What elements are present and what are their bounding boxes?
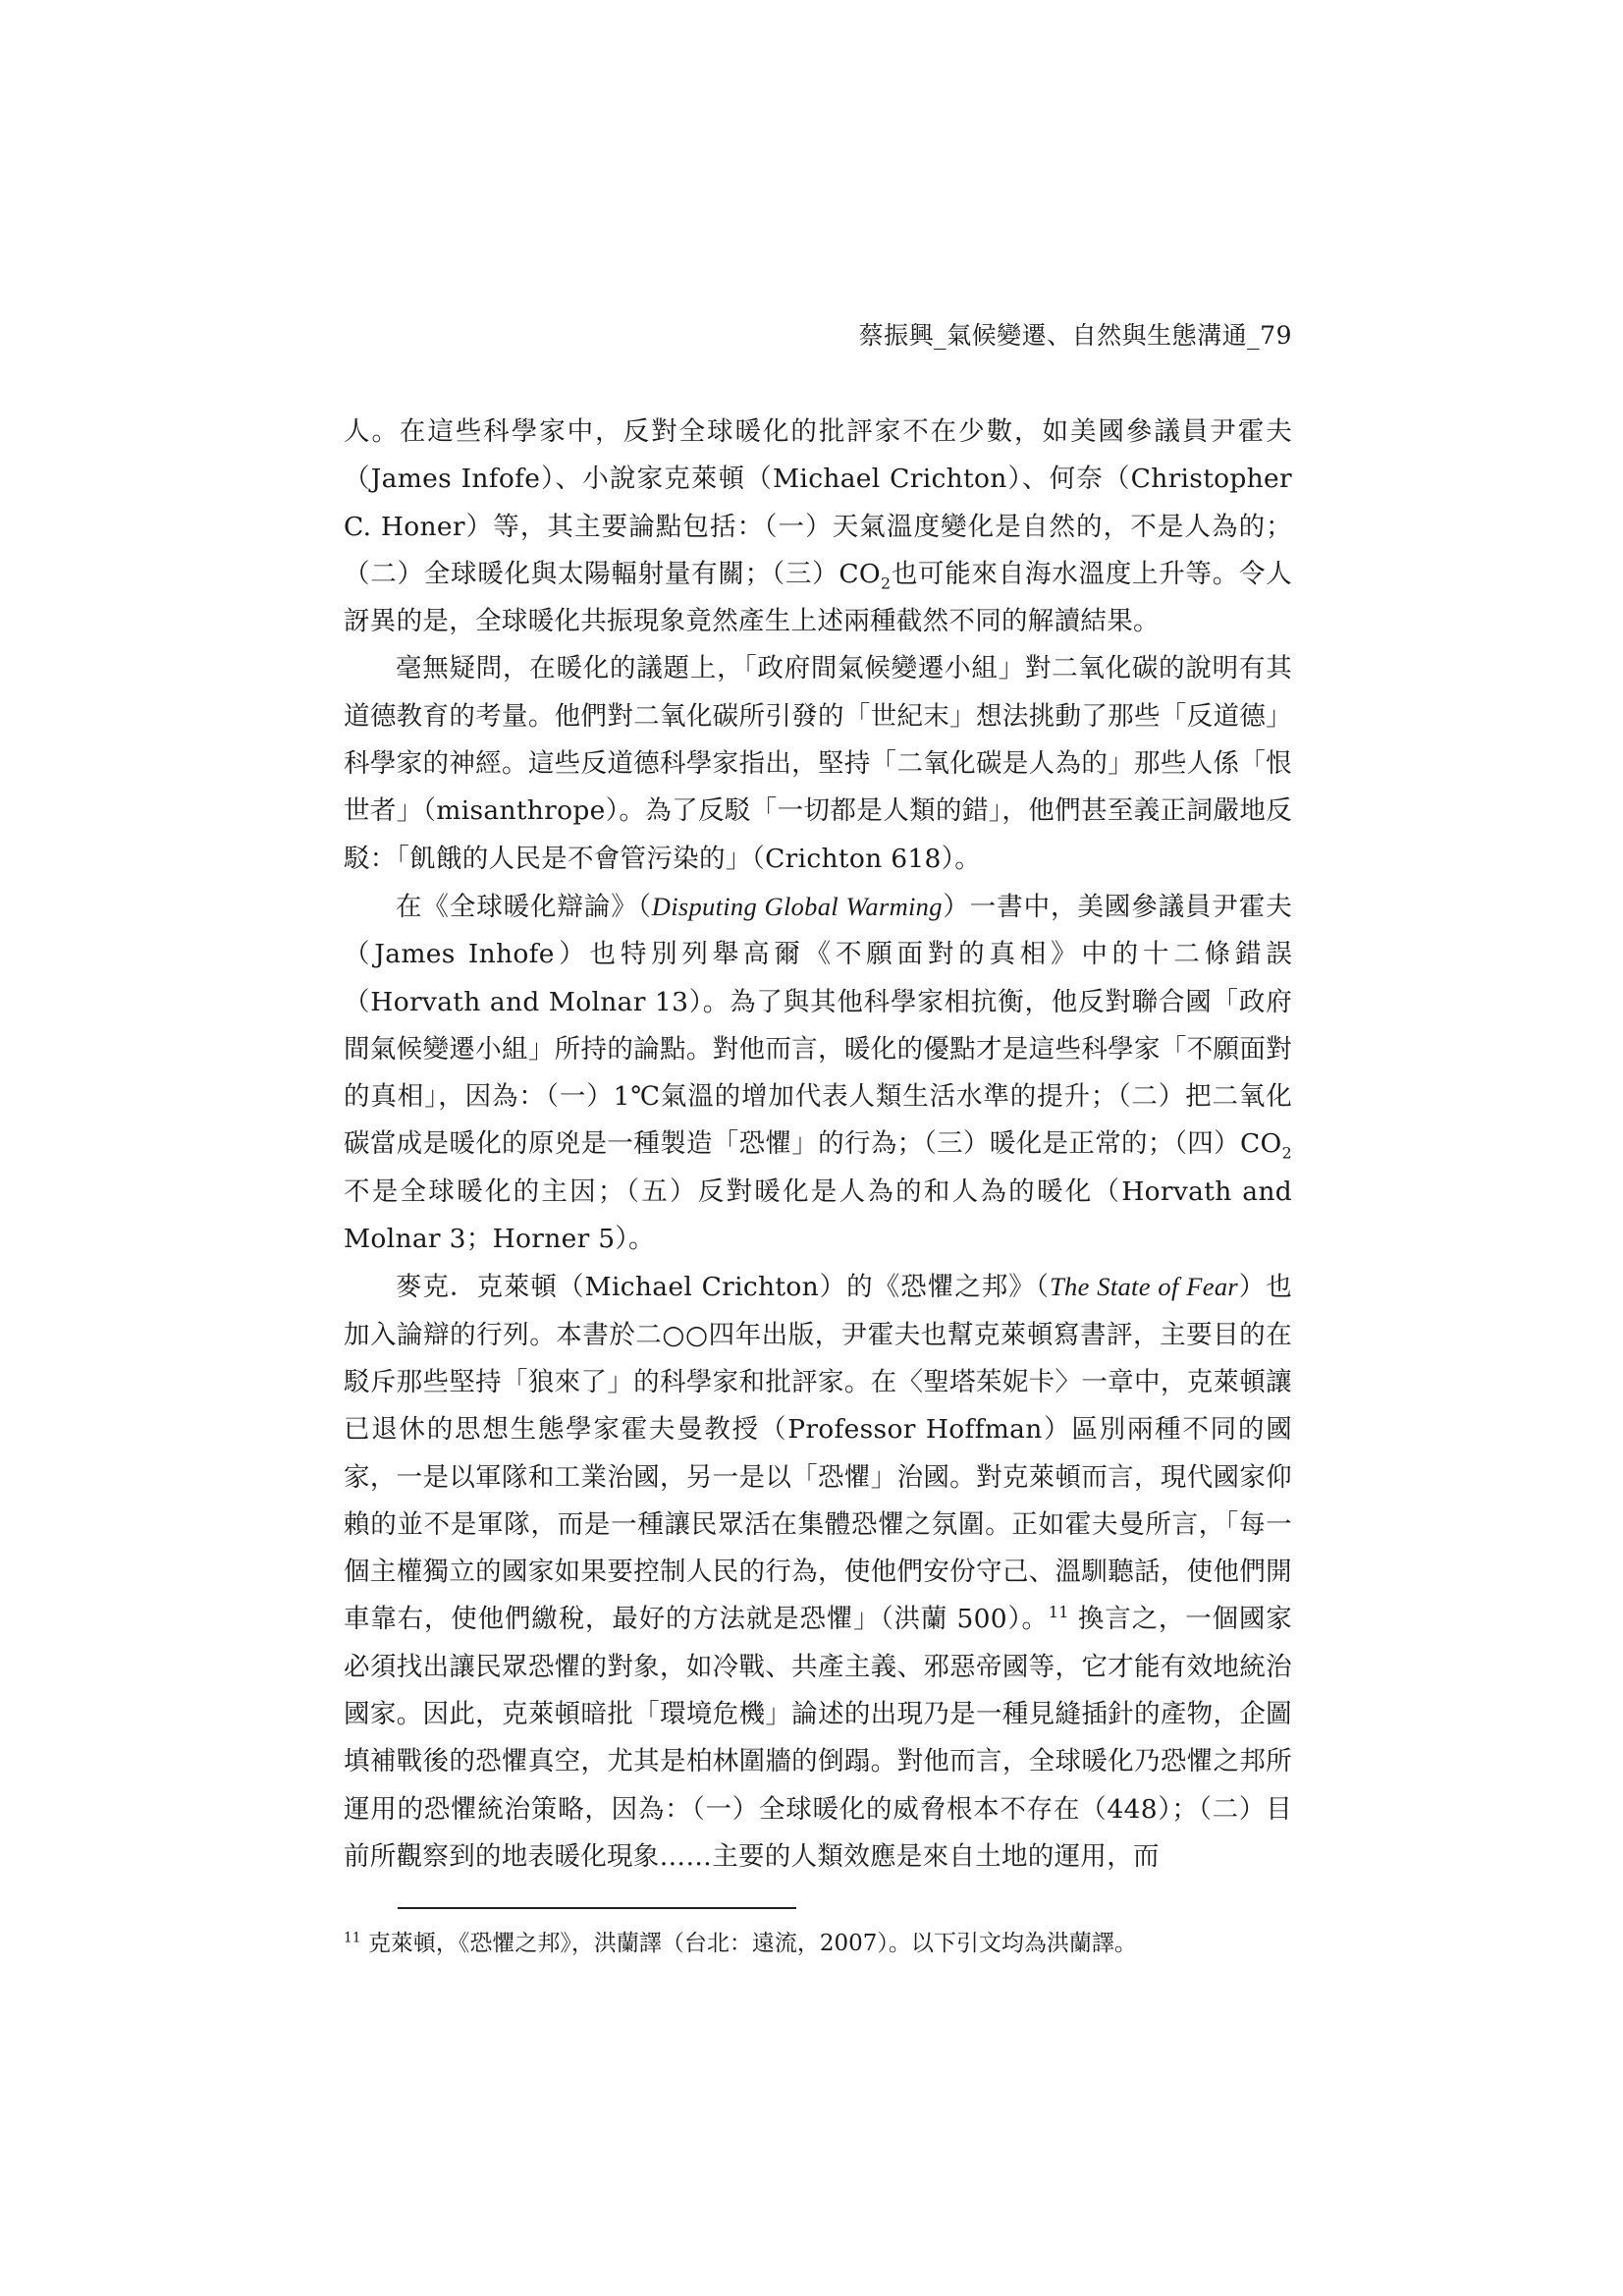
co2-subscript: 2 bbox=[880, 574, 892, 593]
paragraph-1 bbox=[344, 409, 1292, 645]
paragraph-4 bbox=[344, 1263, 1292, 1881]
paragraph-2: 毫無疑問，在暖化的議題上，「政府間氣候變遷小組」對二氧化碳的說明有其道德教育的考量。他們對二氧化碳所引發的「世紀末」想法挑動了那些「反道德」科學家的神經。這些反道德科學家指出，堅持「二氧化碳是人為的」那些人係「恨世者」（misanthrope）。為了反駁「一切都是人類的錯」，他們甚至義正詞嚴地反駁：「飢餓的人民是不會管污染的」（Crichton 618）。 bbox=[344, 653, 1292, 874]
footnote-text: 克萊頓，《恐懼之邦》，洪蘭譯（台北：遠流，2007）。以下引文均為洪蘭譯。 bbox=[367, 1931, 1137, 1956]
paragraph-3-text-a: 在《全球暖化辯論》（ bbox=[396, 891, 652, 922]
paragraph-3-text-c: 不是全球暖化的主因；（五）反對暖化是人為的和人為的暖化（Horvath and Molnar 3；Horner 5）。 bbox=[344, 1175, 1292, 1255]
paragraph-3 bbox=[344, 883, 1292, 1263]
co2-subscript: 2 bbox=[1281, 1143, 1292, 1163]
paragraph-1-text-b: 也可能來自海水溫度上升等。令人訝異的是，全球暖化共振現象竟然產生上述兩種截然不同的解讀結果。 bbox=[344, 558, 1292, 637]
footnote-divider bbox=[398, 1907, 796, 1909]
book-title-disputing-global-warming: Disputing Global Warming bbox=[651, 891, 943, 921]
book-title-state-of-fear: The State of Fear bbox=[1050, 1272, 1238, 1302]
paragraph-4-text-b: ）也加入論辯的行列。本書於二○○四年出版，尹霍夫也幫克萊頓寫書評，主要目的在駁斥那些堅持「狼來了」的科學家和批評家。在〈聖塔茱妮卡〉一章中，克萊頓讓已退休的思想生態學家霍夫曼教授（Professor Hoffman）區別兩種不同的國家，一是以軍隊和工業治國，另一是以「恐懼」治國。對克萊頓而言，現代國家仰賴的並不是軍隊，而是一種讓民眾活在集體恐懼之氛圍。正如霍夫曼所言，「每一個主權獨立的國家如果要控制人民的行為，使他們安份守己、溫馴聽話，使他們開車靠右，使他們繳稅，最好的方法就是恐懼」（洪蘭 500）。 bbox=[344, 1272, 1293, 1635]
paragraph-1-text-a: 人。在這些科學家中，反對全球暖化的批評家不在少數，如美國參議員尹霍夫（James Infofe）、小說家克萊頓（Michael Crichton）、何奈（Christopher C. Honer）等，其主要論點包括：（一）天氣溫度變化是自然的，不是人為的；（二）全球暖化與太陽輻射量有關；（三）CO bbox=[344, 416, 1292, 589]
body-text bbox=[344, 409, 1292, 1881]
running-head: 蔡振興_氣候變遷、自然與生態溝通_79 bbox=[858, 321, 1292, 350]
footnote-number: 11 bbox=[344, 1930, 361, 1946]
paragraph-4-text-c: 換言之，一個國家必須找出讓民眾恐懼的對象，如冷戰、共產主義、邪惡帝國等，它才能有效地統治國家。因此，克萊頓暗批「環境危機」論述的出現乃是一種見縫插針的產物，企圖填補戰後的恐懼真空，尤其是柏林圍牆的倒蹋。對他而言，全球暖化乃恐懼之邦所運用的恐懼統治策略，因為：（一）全球暖化的威脅根本不存在（448）；（二）目前所觀察到的地表暖化現象……主要的人類效應是來自土地的運用，而 bbox=[344, 1604, 1293, 1872]
paragraph-4-text-a: 麥克．克萊頓（Michael Crichton）的《恐懼之邦》（ bbox=[396, 1272, 1051, 1303]
footnote-marker[interactable]: 11 bbox=[1048, 1603, 1069, 1622]
paragraph-3-text-b: ）一書中，美國參議員尹霍夫（James Inhofe）也特別列舉高爾《不願面對的真相》中的十二條錯誤（Horvath and Molnar 13）。為了與其他科學家相抗衡，他反對聯合國「政府間氣候變遷小組」所持的論點。對他而言，暖化的優點才是這些科學家「不願面對的真相」，因為：（一）1℃氣溫的增加代表人類生活水準的提升；（二）把二氧化碳當成是暖化的原兇是一種製造「恐懼」的行為；（三）暖化是正常的；（四）CO bbox=[344, 891, 1292, 1160]
footnote bbox=[344, 1927, 1292, 1960]
